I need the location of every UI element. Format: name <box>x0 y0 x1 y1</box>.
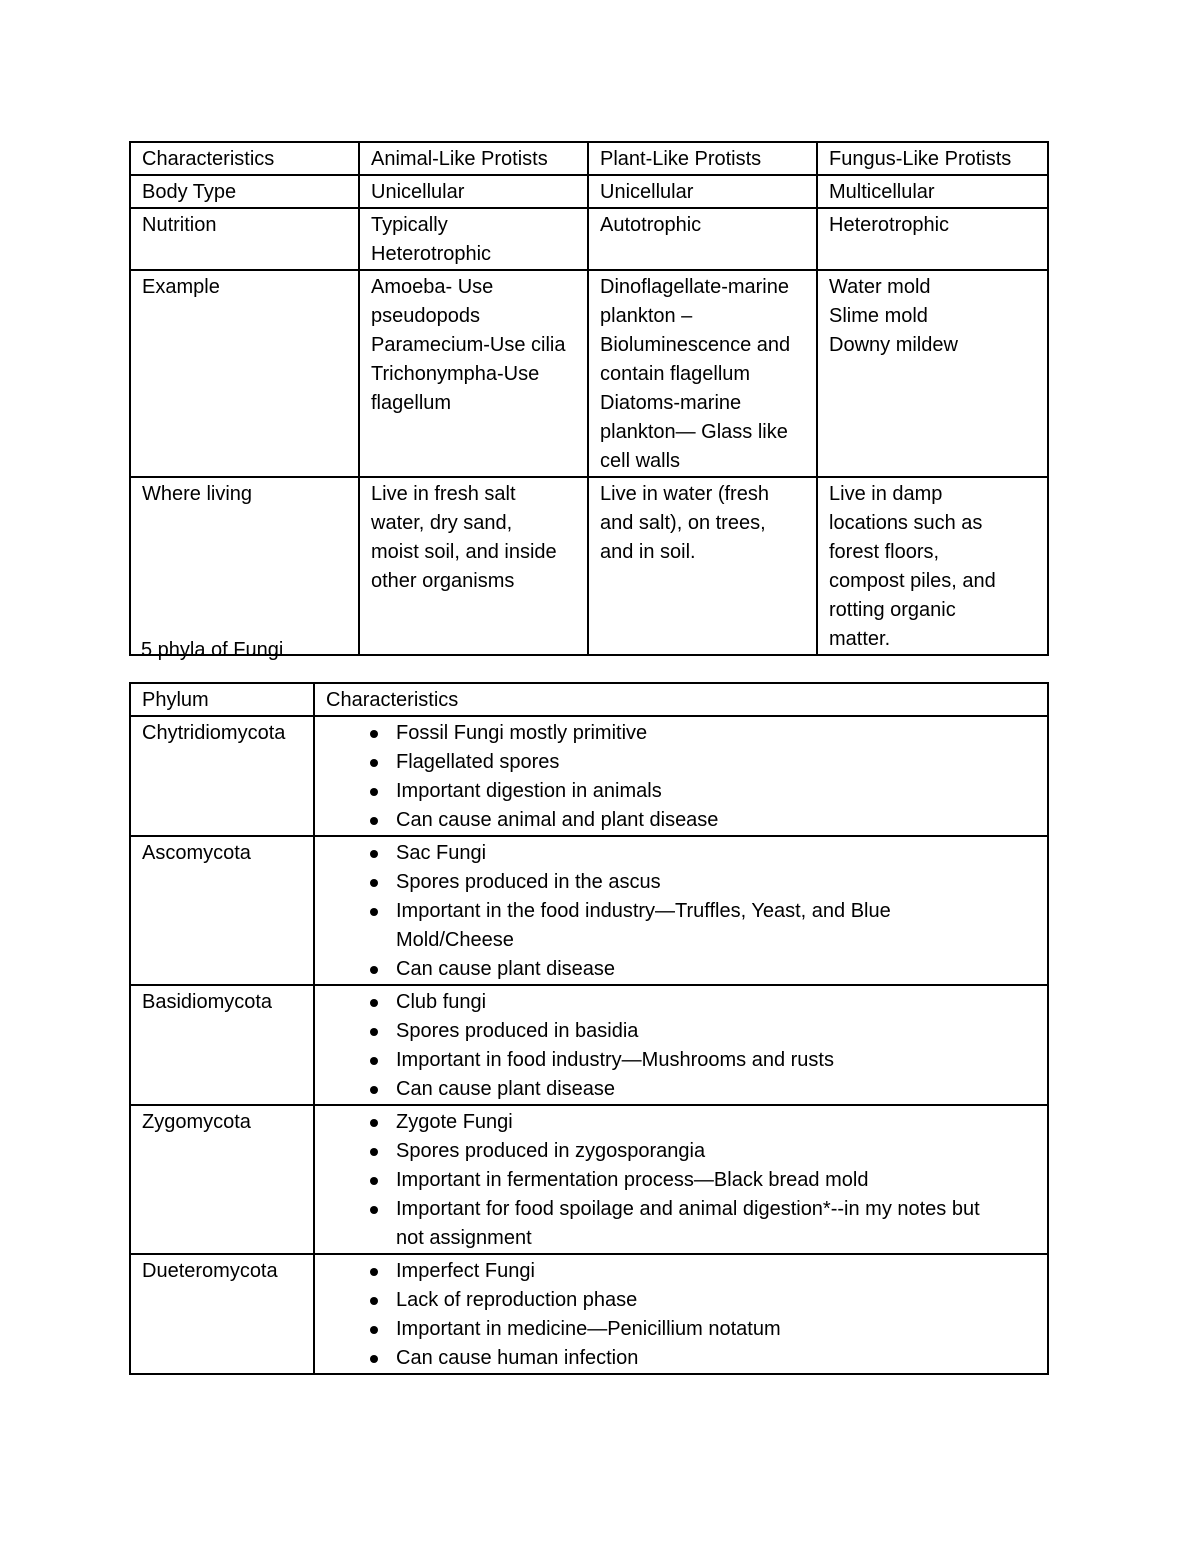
list-item <box>326 1195 1037 1253</box>
header-cell: Characteristics <box>314 683 1048 716</box>
characteristics-cell <box>314 716 1048 836</box>
list-item-line: Club fungi <box>396 991 487 1013</box>
list-item <box>326 1315 1037 1344</box>
cell-line: cell walls <box>600 450 681 472</box>
cell-line: rotting organic <box>829 599 956 621</box>
cell-line: water, dry sand, <box>371 512 513 534</box>
list-item <box>326 1257 1037 1286</box>
row-label-cell <box>130 270 359 477</box>
list-item-line: Important in the food industry—Truffles, Yeast, and Blue <box>396 900 891 922</box>
characteristics-list <box>326 1108 1037 1253</box>
list-item-line: Can cause human infection <box>396 1347 639 1369</box>
protist-row-example <box>130 270 1048 477</box>
list-item <box>326 1166 1037 1195</box>
plant-like-cell <box>588 477 817 655</box>
list-item <box>326 1046 1037 1075</box>
cell-line: plankton – <box>600 305 693 327</box>
cell-line: pseudopods <box>371 305 480 327</box>
header-cell: Characteristics <box>130 142 359 175</box>
list-item <box>326 1017 1037 1046</box>
cell-line: Nutrition <box>142 214 217 236</box>
cell-line: Live in damp <box>829 483 943 505</box>
cell-line: flagellum <box>371 392 452 414</box>
phylum-cell: Ascomycota <box>130 836 314 985</box>
header-cell: Phylum <box>130 683 314 716</box>
animal-like-cell <box>359 208 588 270</box>
fungus-like-cell <box>817 175 1048 208</box>
header-cell: Plant-Like Protists <box>588 142 817 175</box>
cell-line: Live in fresh salt <box>371 483 516 505</box>
list-item <box>326 806 1037 835</box>
list-item <box>326 897 1037 955</box>
fungi-row-dueteromycota <box>130 1254 1048 1374</box>
list-item-line: Fossil Fungi mostly primitive <box>396 722 648 744</box>
cell-line: Autotrophic <box>600 214 702 236</box>
list-item <box>326 1286 1037 1315</box>
list-item-line: Imperfect Fungi <box>396 1260 535 1282</box>
list-item-line: Spores produced in basidia <box>396 1020 639 1042</box>
cell-line: and in soil. <box>600 541 696 563</box>
list-item-line: Important in medicine—Penicillium notatum <box>396 1318 781 1340</box>
list-item <box>326 839 1037 868</box>
cell-line: and salt), on trees, <box>600 512 766 534</box>
characteristics-list <box>326 719 1037 835</box>
characteristics-list <box>326 1257 1037 1373</box>
cell-line: Unicellular <box>371 181 465 203</box>
cell-line: Slime mold <box>829 305 928 327</box>
cell-line: Example <box>142 276 220 298</box>
cell-line: Paramecium-Use cilia <box>371 334 566 356</box>
fungus-like-cell <box>817 477 1048 655</box>
fungi-section-caption: 5 phyla of Fungi <box>141 639 284 661</box>
list-item <box>326 777 1037 806</box>
protist-comparison-table <box>129 141 1049 656</box>
animal-like-cell <box>359 270 588 477</box>
list-item-line: Important in fermentation process—Black bread mold <box>396 1169 869 1191</box>
characteristics-cell <box>314 836 1048 985</box>
cell-line: Water mold <box>829 276 931 298</box>
characteristics-cell <box>314 1254 1048 1374</box>
fungus-like-cell <box>817 208 1048 270</box>
fungi-row-zygomycota <box>130 1105 1048 1254</box>
list-item-line: Can cause plant disease <box>396 958 616 980</box>
list-item-line: Important digestion in animals <box>396 780 662 802</box>
cell-line: Diatoms-marine <box>600 392 742 414</box>
animal-like-cell <box>359 175 588 208</box>
cell-line: Unicellular <box>600 181 694 203</box>
list-item <box>326 1075 1037 1104</box>
cell-line: Dinoflagellate-marine <box>600 276 789 298</box>
list-item-line: Can cause animal and plant disease <box>396 809 719 831</box>
cell-line: Bioluminescence and <box>600 334 791 356</box>
list-item <box>326 1137 1037 1166</box>
cell-line: Heterotrophic <box>829 214 950 236</box>
list-item-line: Spores produced in zygosporangia <box>396 1140 706 1162</box>
cell-line: other organisms <box>371 570 515 592</box>
cell-line: locations such as <box>829 512 983 534</box>
fungi-row-chytridiomycota <box>130 716 1048 836</box>
cell-line: Where living <box>142 483 253 505</box>
protist-header-row <box>130 142 1048 175</box>
list-item <box>326 868 1037 897</box>
header-cell: Animal-Like Protists <box>359 142 588 175</box>
list-item <box>326 1108 1037 1137</box>
phylum-cell: Basidiomycota <box>130 985 314 1105</box>
row-label-cell <box>130 477 359 655</box>
fungi-phyla-table <box>129 682 1049 1375</box>
list-item <box>326 955 1037 984</box>
cell-line: Live in water (fresh <box>600 483 769 505</box>
list-item-line: Mold/Cheese <box>396 929 514 951</box>
list-item-line: Sac Fungi <box>396 842 487 864</box>
list-item-line: Zygote Fungi <box>396 1111 513 1133</box>
cell-line: plankton— Glass like <box>600 421 788 443</box>
list-item-line: Flagellated spores <box>396 751 560 773</box>
characteristics-cell <box>314 1105 1048 1254</box>
list-item-line: not assignment <box>396 1227 532 1249</box>
list-item-line: Lack of reproduction phase <box>396 1289 638 1311</box>
characteristics-cell <box>314 985 1048 1105</box>
cell-line: Amoeba- Use <box>371 276 494 298</box>
phylum-cell: Chytridiomycota <box>130 716 314 836</box>
protist-row-nutrition <box>130 208 1048 270</box>
list-item-line: Important in food industry—Mushrooms and rusts <box>396 1049 834 1071</box>
plant-like-cell <box>588 270 817 477</box>
list-item <box>326 988 1037 1017</box>
list-item <box>326 719 1037 748</box>
fungi-header-row <box>130 683 1048 716</box>
characteristics-list <box>326 988 1037 1104</box>
cell-line: Downy mildew <box>829 334 958 356</box>
phylum-cell: Dueteromycota <box>130 1254 314 1374</box>
cell-line: forest floors, <box>829 541 940 563</box>
cell-line: Multicellular <box>829 181 935 203</box>
protist-row-body-type <box>130 175 1048 208</box>
cell-line: Heterotrophic <box>371 243 492 265</box>
animal-like-cell <box>359 477 588 655</box>
plant-like-cell <box>588 175 817 208</box>
cell-line: Trichonympha-Use <box>371 363 540 385</box>
cell-line: Typically <box>371 214 448 236</box>
cell-line: Body Type <box>142 181 237 203</box>
list-item <box>326 1344 1037 1373</box>
list-item <box>326 748 1037 777</box>
cell-line: matter. <box>829 628 891 650</box>
list-item-line: Important for food spoilage and animal digestion*--in my notes but <box>396 1198 980 1220</box>
fungi-row-basidiomycota <box>130 985 1048 1105</box>
list-item-line: Can cause plant disease <box>396 1078 616 1100</box>
characteristics-list <box>326 839 1037 984</box>
list-item-line: Spores produced in the ascus <box>396 871 661 893</box>
cell-line: contain flagellum <box>600 363 751 385</box>
fungi-row-ascomycota <box>130 836 1048 985</box>
row-label-cell <box>130 208 359 270</box>
row-label-cell <box>130 175 359 208</box>
phylum-cell: Zygomycota <box>130 1105 314 1254</box>
header-cell: Fungus-Like Protists <box>817 142 1048 175</box>
plant-like-cell <box>588 208 817 270</box>
cell-line: moist soil, and inside <box>371 541 557 563</box>
protist-row-where-living <box>130 477 1048 655</box>
cell-line: compost piles, and <box>829 570 996 592</box>
fungus-like-cell <box>817 270 1048 477</box>
